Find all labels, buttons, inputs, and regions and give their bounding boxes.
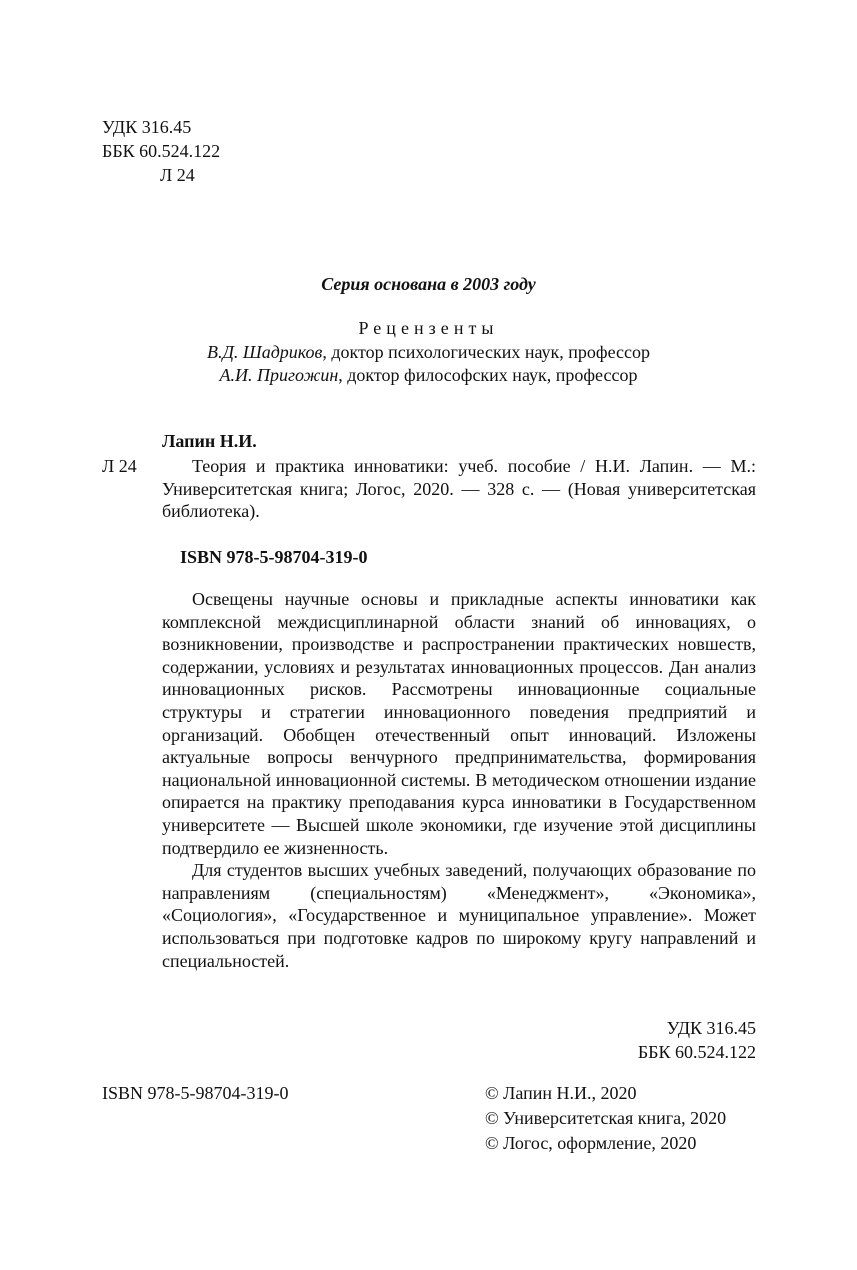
abstract-paragraph-1: Освещены научные основы и прикладные аспекты инноватики как комплексной междисциплинарной области знаний об инновациях, о возникновении, производстве и распространении практических новшеств, содержании, условиях и результатах инновационных процессов. Дан анализ инновационных рисков. Рассмотрены инновационные социальные структуры и стратегии инновационного поведения предприятий и организаций. Обобщен отечественный опыт инноваций. Изложены актуальные вопросы венчурного предпринимательства, формирования национальной инновационной системы. В методическом отношении издание опирается на практику преподавания курса инноватики в Государственном университете — Высшей школе экономики, где изучение этой дисциплины подтвердило ее жизненность. [162, 589, 756, 858]
udk-code-bottom: УДК 316.45 [666, 1018, 756, 1038]
catalog-author: Лапин Н.И. [162, 431, 257, 451]
reviewer-1-desc: , доктор психологических наук, профессор [322, 342, 651, 362]
abstract-paragraph-2: Для студентов высших учебных заведений, получающих образование по направлениям (специальностям) «Менеджмент», «Экономика», «Социология», «Государственное и муниципальное управление». Может использоваться при подготовке кадров по широкому кругу направлений и специальностей. [162, 860, 756, 971]
reviewer-1-name: В.Д. Шадриков [206, 342, 323, 362]
reviewer-2 [0, 364, 857, 386]
author-sign-code: Л 24 [160, 165, 195, 185]
reviewer-1 [0, 341, 857, 363]
bibliographic-description: Теория и практика инноватики: учеб. пособие / Н.И. Лапин. — М.: Университетская книга; Логос, 2020. — 328 с. — (Новая университетская библиотека). [162, 456, 756, 522]
catalog-cipher: Л 24 [102, 456, 137, 476]
bbk-code-bottom: ББК 60.524.122 [637, 1042, 756, 1062]
bbk-code: ББК 60.524.122 [102, 141, 221, 161]
reviewer-2-desc: , доктор философских наук, профессор [338, 365, 638, 385]
abstract [162, 588, 756, 972]
copyright-line: © Лапин Н.И., 2020 [485, 1083, 637, 1103]
copyright-line: © Логос, оформление, 2020 [485, 1133, 697, 1153]
copyright-notices [485, 1081, 726, 1156]
classification-codes-bottom [638, 1016, 756, 1064]
udk-code: УДК 316.45 [102, 117, 192, 137]
reviewers-heading: Рецензенты [358, 318, 499, 338]
catalog-isbn: ISBN 978-5-98704-319-0 [180, 547, 368, 567]
classification-codes-top [102, 115, 220, 187]
footer-isbn: ISBN 978-5-98704-319-0 [102, 1083, 289, 1103]
reviewer-2-name: А.И. Пригожин [219, 365, 339, 385]
series-note: Серия основана в 2003 году [321, 274, 536, 294]
copyright-line: © Университетская книга, 2020 [485, 1108, 727, 1128]
